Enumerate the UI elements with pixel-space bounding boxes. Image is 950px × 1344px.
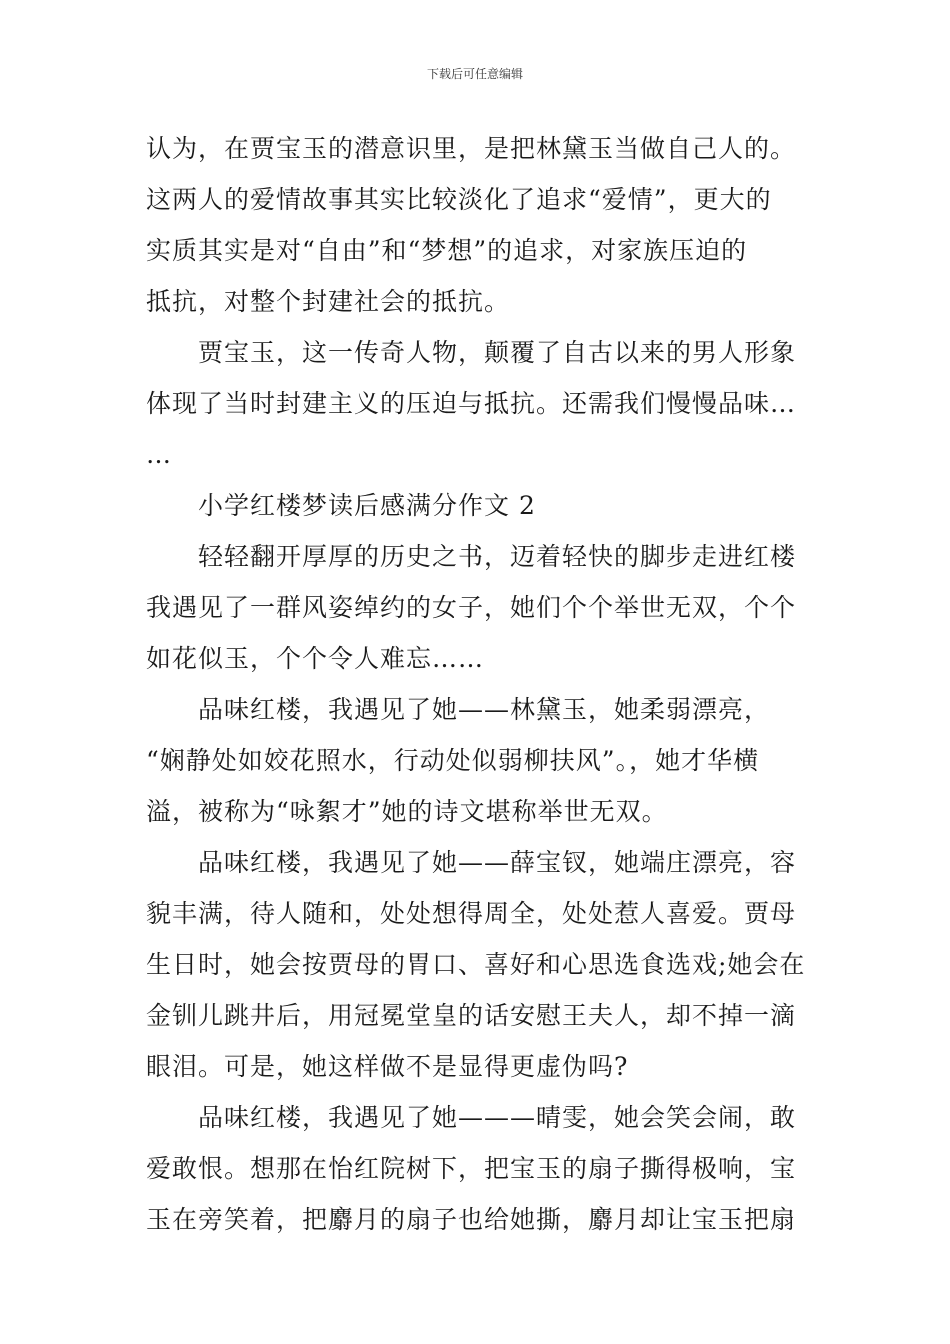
document-body <box>146 123 811 1245</box>
text-line: 玉在旁笑着，把麝月的扇子也给她撕，麝月却让宝玉把扇 <box>146 1205 797 1234</box>
text-line: … <box>146 440 172 469</box>
text-line: 金钏儿跳井后，用冠冕堂皇的话安慰王夫人，却不掉一滴 <box>146 1001 797 1030</box>
text-line: 貌丰满，待人随和，处处想得周全，处处惹人喜爱。贾母 <box>146 899 797 928</box>
text-line: 轻轻翻开厚厚的历史之书，迈着轻快的脚步走进红楼 <box>198 542 797 571</box>
text-line: 抵抗，对整个封建社会的抵抗。 <box>146 287 511 316</box>
text-line: 眼泪。可是，她这样做不是显得更虚伪吗? <box>146 1052 629 1081</box>
text-line: 这两人的爱情故事其实比较淡化了追求“爱情”，更大的 <box>146 185 772 214</box>
text-line: 实质其实是对“自由”和“梦想”的追求，对家族压迫的 <box>146 236 748 265</box>
text-line: 品味红楼，我遇见了她———晴雯，她会笑会闹，敢 <box>198 1103 797 1132</box>
text-line: 如花似玉，个个令人难忘…… <box>146 644 485 673</box>
text-line: 品味红楼，我遇见了她——薛宝钗，她端庄漂亮，容 <box>198 848 797 877</box>
text-line: 贾宝玉，这一传奇人物，颠覆了自古以来的男人形象 <box>198 338 797 367</box>
text-line: 体现了当时封建主义的压迫与抵抗。还需我们慢慢品味… <box>146 389 797 418</box>
section-title: 小学红楼梦读后感满分作文 2 <box>198 491 536 520</box>
text-line: 溢，被称为“咏絮才”她的诗文堪称举世无双。 <box>146 797 668 826</box>
text-line: 生日时，她会按贾母的胃口、喜好和心思选食选戏;她会在 <box>146 950 806 979</box>
text-line: 我遇见了一群风姿绰约的女子，她们个个举世无双，个个 <box>146 593 797 622</box>
text-line: 爱敢恨。想那在怡红院树下，把宝玉的扇子撕得极响，宝 <box>146 1154 797 1183</box>
page-header-note: 下载后可任意编辑 <box>426 67 523 81</box>
text-line: 认为，在贾宝玉的潜意识里，是把林黛玉当做自己人的。 <box>146 134 797 163</box>
text-line: 品味红楼，我遇见了她——林黛玉，她柔弱漂亮， <box>198 695 771 724</box>
text-line: “娴静处如姣花照水，行动处似弱柳扶风”。，她才华横 <box>146 746 760 775</box>
